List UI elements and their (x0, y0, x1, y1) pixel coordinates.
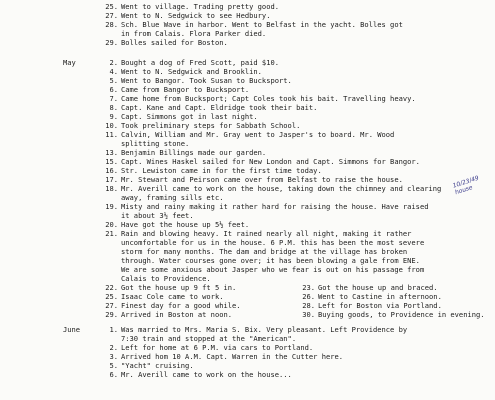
day-number: 10. (105, 121, 118, 130)
entry-text: Mr. Stewart and Peirson came over from Belfast to raise the house. (121, 175, 403, 184)
entry-text: Isaac Cole came to work. (121, 292, 224, 301)
day-number: 2. (109, 58, 118, 67)
day-number: 11. (105, 130, 118, 139)
day-number: 8. (109, 103, 118, 112)
entry-text: Took preliminary steps for Sabbath School. (121, 121, 301, 130)
entry-text: Finest day for a good while. (121, 301, 241, 310)
day-number: 27. (105, 301, 118, 310)
entry-text: Arrived hom 10 A.M. Capt. Warren in the Cutter here. (121, 352, 344, 361)
entry-text: Rain and blowing heavy. It rained nearly all night, making it rather (121, 229, 412, 238)
day-number: 25. (105, 292, 118, 301)
month-label: May (63, 58, 76, 67)
month-label: June (63, 325, 81, 334)
entry-text: Went to N. Sedgwick and Brooklin. (121, 67, 262, 76)
entry-text: Misty and rainy making it rather hard for raising the house. Have raised (121, 202, 429, 211)
entry-text: through. Water courses gone over; it has been blowing a gale from ENE. (121, 256, 420, 265)
entry-text: away, framing sills etc. (121, 193, 224, 202)
day-number: 29. (105, 38, 118, 47)
day-number: 22. (105, 283, 118, 292)
entry-text: Went to Castine in afternoon. (318, 292, 442, 301)
day-number: 20. (105, 220, 118, 229)
entry-text: Capt. Simmons got in last night. (121, 112, 258, 121)
handwritten-margin-note: 10/23/49 house (452, 174, 480, 197)
day-number: 21. (105, 229, 118, 238)
day-number: 19. (105, 202, 118, 211)
entry-text: Got the house up 9 ft 5 in. (121, 283, 237, 292)
day-number: 6. (109, 85, 118, 94)
day-number: 9. (109, 112, 118, 121)
entry-text: Buying goods, to Providence in evening. (318, 310, 485, 319)
day-number: 17. (105, 175, 118, 184)
entry-text: Sch. Blue Wave in harbor. Went to Belfast in the yacht. Bolles got (121, 20, 403, 29)
entry-text: 7:30 train and stopped at the "American". (121, 334, 297, 343)
entry-text: Capt. Kane and Capt. Eldridge took their bait. (121, 103, 318, 112)
day-number: 13. (105, 148, 118, 157)
entry-text: Mr. Averill came to work on the house, taking down the chimney and clearing (121, 184, 442, 193)
entry-text: Went to Bangor. Took Susan to Bucksport. (121, 76, 292, 85)
day-number: 18. (105, 184, 118, 193)
entry-text: Left for home at 6 P.M. via cars to Portland. (121, 343, 314, 352)
day-number: 5. (109, 361, 118, 370)
entry-text: Went to village. Trading pretty good. (121, 2, 280, 11)
day-number: 6. (109, 370, 118, 379)
entry-text: Was married to Mrs. Maria S. Bix. Very pleasant. Left Providence by (121, 325, 408, 334)
entry-text: in from Calais. Flora Parker died. (121, 29, 267, 38)
entry-text: Calais to Providence. (121, 274, 211, 283)
entry-text: uncomfortable for us in the house. 6 P.M. this has been the most severe (121, 238, 425, 247)
day-number: 27. (105, 11, 118, 20)
entry-text: Have got the house up 5½ feet. (121, 220, 250, 229)
day-number: 30. (302, 310, 315, 319)
entry-text: Bought a dog of Fred Scott, paid $10. (121, 58, 280, 67)
entry-text: Capt. Wines Haskel sailed for New London and Capt. Simmons for Bangor. (121, 157, 420, 166)
entry-text: Arrived in Boston at noon. (121, 310, 233, 319)
entry-text: Calvin, William and Mr. Gray went to Jasper's to board. Mr. Wood (121, 130, 395, 139)
entry-text: "Yacht" cruising. (121, 361, 194, 370)
day-number: 23. (302, 283, 315, 292)
entry-text: Benjamin Billings made our garden. (121, 148, 267, 157)
day-number: 1. (109, 325, 118, 334)
day-number: 15. (105, 157, 118, 166)
entry-text: Str. Lewiston came in for the first time today. (121, 166, 322, 175)
entry-text: storm for many months. The dam and bridge at the village has broken (121, 247, 408, 256)
day-number: 7. (109, 94, 118, 103)
day-number: 28. (302, 301, 315, 310)
day-number: 28. (105, 20, 118, 29)
entry-text: Came from Bangor to Bucksport. (121, 85, 250, 94)
day-number: 16. (105, 166, 118, 175)
entry-text: splitting stone. (121, 139, 190, 148)
entry-text: Got the house up and braced. (318, 283, 438, 292)
entry-text: Went to N. Sedgwick to see Hedbury. (121, 11, 271, 20)
day-number: 2. (109, 343, 118, 352)
entry-text: Mr. Averill came to work on the house... (121, 370, 292, 379)
entry-text: Left for Boston via Portland. (318, 301, 442, 310)
day-number: 26. (302, 292, 315, 301)
day-number: 4. (109, 67, 118, 76)
entry-text: Bolles sailed for Boston. (121, 38, 228, 47)
day-number: 5. (109, 76, 118, 85)
day-number: 3. (109, 352, 118, 361)
entry-text: Came home from Bucksport; Capt Coles took his bait. Travelling heavy. (121, 94, 416, 103)
day-number: 25. (105, 2, 118, 11)
entry-text: it about 3½ feet. (121, 211, 194, 220)
day-number: 29. (105, 310, 118, 319)
entry-text: We are some anxious about Jasper who we fear is out on his passage from (121, 265, 425, 274)
